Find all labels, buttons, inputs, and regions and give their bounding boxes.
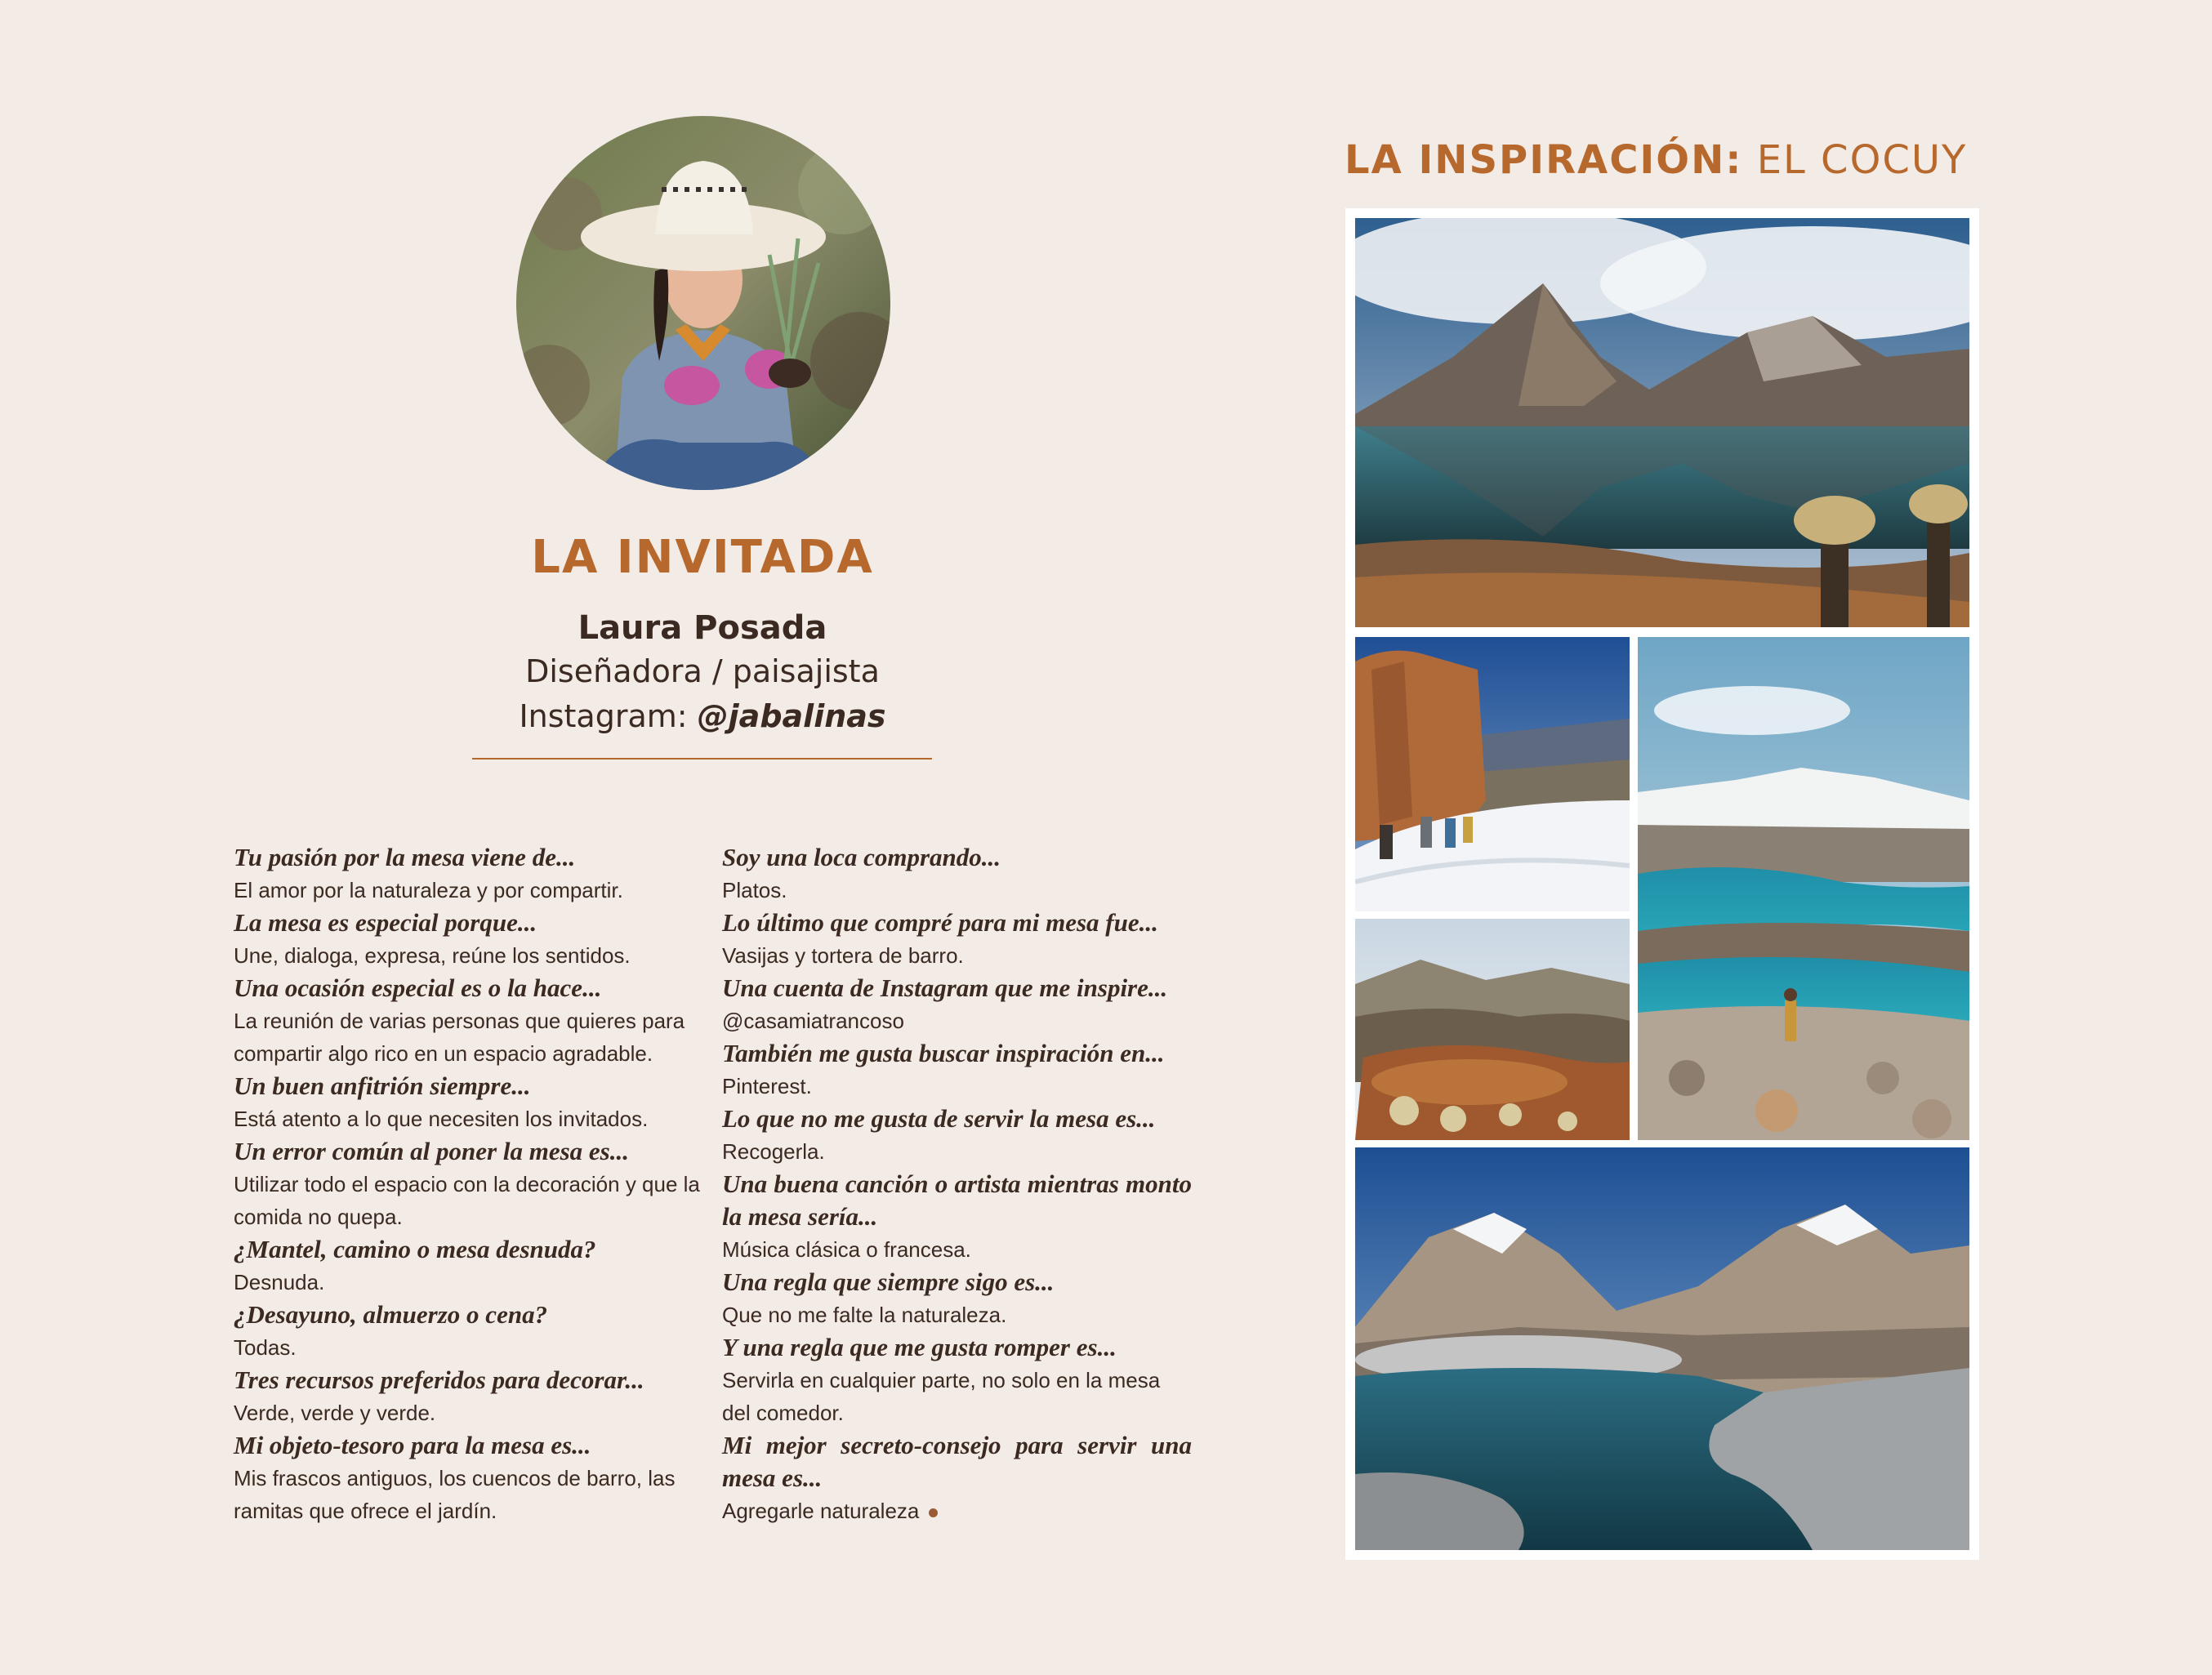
- qa-item: [234, 1429, 703, 1527]
- answer: Mis frascos antiguos, los cuencos de barro, las ramitas que ofrece el jardín.: [234, 1466, 676, 1523]
- qa-item: [234, 1364, 703, 1429]
- inspiration-title-lead: LA INSPIRACIÓN:: [1345, 137, 1743, 183]
- qa-column-left: [234, 841, 703, 1527]
- guest-instagram: [392, 698, 1013, 734]
- answer: Pinterest.: [722, 1074, 812, 1098]
- question: ¿Desayuno, almuerzo o cena?: [234, 1300, 548, 1329]
- photo-gallery: [1345, 208, 1979, 1560]
- question: Mi mejor secreto-consejo para servir una mesa es...: [722, 1431, 1192, 1492]
- question: Lo último que compré para mi mesa fue...: [722, 908, 1158, 937]
- question: Una buena canción o artista mientras monto la mesa sería...: [722, 1169, 1192, 1231]
- end-mark-icon: [929, 1508, 938, 1517]
- answer: @casamiatrancoso: [722, 1009, 904, 1033]
- qa-item: [722, 1103, 1192, 1168]
- answer: Platos.: [722, 878, 787, 902]
- qa-item: [722, 972, 1192, 1037]
- qa-item: [234, 1299, 703, 1364]
- answer: Desnuda.: [234, 1270, 325, 1294]
- qa-item: [234, 972, 703, 1070]
- question: Un buen anfitrión siempre...: [234, 1071, 531, 1100]
- inspiration-title-place: EL COCUY: [1756, 137, 1968, 183]
- qa-item: [722, 1331, 1192, 1429]
- inspiration-title: [1345, 137, 1967, 183]
- qa-item: [722, 1266, 1192, 1331]
- photo-turquoise-lake-hiker: [1638, 637, 1969, 1140]
- answer: Que no me falte la naturaleza.: [722, 1303, 1007, 1327]
- answer: Servirla en cualquier parte, no solo en la mesa del comedor.: [722, 1368, 1161, 1425]
- qa-column-right: [722, 841, 1192, 1527]
- qa-item: [234, 1135, 703, 1233]
- qa-item: [234, 1070, 703, 1135]
- guest-heading: LA INVITADA: [531, 531, 874, 584]
- answer: Está atento a lo que necesiten los invitados.: [234, 1107, 649, 1131]
- answer: Música clásica o francesa.: [722, 1237, 971, 1262]
- question: Mi objeto-tesoro para la mesa es...: [234, 1431, 591, 1459]
- question: También me gusta buscar inspiración en...: [722, 1039, 1165, 1067]
- photo-peaks-blue-lagoon: [1355, 1147, 1969, 1550]
- answer: La reunión de varias personas que quieres para compartir algo rico en un espacio agradable.: [234, 1009, 685, 1066]
- question: Lo que no me gusta de servir la mesa es...: [722, 1104, 1156, 1133]
- qa-item: [234, 1233, 703, 1299]
- photo-hikers-snow-rock: [1355, 637, 1630, 911]
- answer: El amor por la naturaleza y por compartir.: [234, 878, 623, 902]
- section-divider: [472, 758, 932, 760]
- answer: Recogerla.: [722, 1139, 825, 1164]
- qa-item: [722, 1168, 1192, 1266]
- answer: [722, 1495, 1192, 1527]
- question: Una cuenta de Instagram que me inspire...: [722, 973, 1168, 1002]
- answer: Utilizar todo el espacio con la decoración y que la comida no quepa.: [234, 1172, 700, 1229]
- instagram-label: Instagram:: [519, 698, 688, 734]
- question: ¿Mantel, camino o mesa desnuda?: [234, 1235, 596, 1263]
- qa-item: [234, 841, 703, 907]
- question: Y una regla que me gusta romper es...: [722, 1333, 1117, 1361]
- answer: Todas.: [234, 1335, 297, 1360]
- qa-item: [722, 907, 1192, 972]
- guest-portrait: [516, 116, 890, 490]
- photo-paramo-frailejones: [1355, 919, 1630, 1140]
- answer: Verde, verde y verde.: [234, 1401, 436, 1425]
- question: Soy una loca comprando...: [722, 843, 1001, 871]
- qa-item: [722, 841, 1192, 907]
- answer: Vasijas y tortera de barro.: [722, 943, 964, 968]
- question: Un error común al poner la mesa es...: [234, 1137, 629, 1165]
- answer-text: Agregarle naturaleza: [722, 1499, 920, 1523]
- question: Una regla que siempre sigo es...: [722, 1267, 1055, 1296]
- photo-mountain-lake-frailejones: [1355, 218, 1969, 627]
- instagram-handle[interactable]: @jabalinas: [697, 698, 886, 734]
- question: La mesa es especial porque...: [234, 908, 537, 937]
- question: Una ocasión especial es o la hace...: [234, 973, 602, 1002]
- guest-name: Laura Posada: [578, 609, 827, 647]
- question: Tres recursos preferidos para decorar...: [234, 1365, 644, 1394]
- qa-item: [722, 1037, 1192, 1103]
- question: Tu pasión por la mesa viene de...: [234, 843, 576, 871]
- guest-role: Diseñadora / paisajista: [525, 653, 880, 689]
- qa-item: [234, 907, 703, 972]
- qa-item: [722, 1429, 1192, 1527]
- answer: Une, dialoga, expresa, reúne los sentidos.: [234, 943, 631, 968]
